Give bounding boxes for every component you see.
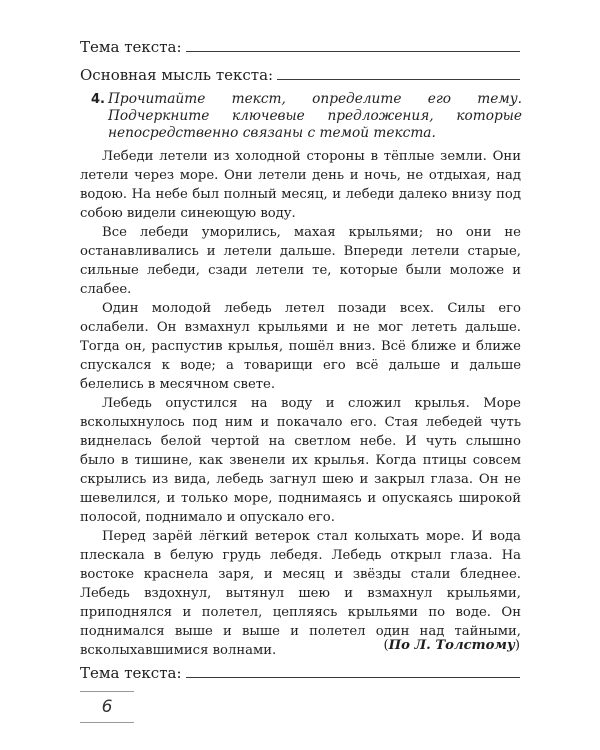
story-paragraph: Лебедь опустился на воду и сложил крылья. Море всколыхнулось под ним и покачало его. Стая лебедей чуть виднелась белой чертой на светлом небе. И чуть слышно было в тишине, как звенели их крылья. Когда птицы совсем скрылись из вида, лебедь загнул шею и закрыл глаза. Он не шевелился, и только море, поднимаясь и опускаясь широкой полосой, поднимало и опускало его.: [80, 396, 521, 525]
topic-field-bottom[interactable]: [80, 662, 520, 682]
task-text: Прочитайте текст, определите его тему. Подчеркните ключевые предложения, которые непосредственно связаны с темой текста.: [108, 91, 522, 141]
story-paragraph: Один молодой лебедь летел позади всех. Силы его ослабели. Он взмахнул крыльями и не мог лететь дальше. Тогда он, распустив крылья, пошёл вниз. Всё ближе и ближе спускался к воде; а товарищи его всё дальше и дальше белелись в месячном свете.: [80, 301, 521, 392]
attribution-author: По Л. Толстому: [388, 638, 515, 653]
main-idea-answer-line[interactable]: [277, 79, 520, 80]
topic-answer-line-bottom[interactable]: [186, 677, 520, 678]
attribution-close-paren: ): [514, 638, 520, 653]
topic-label: Тема текста:: [80, 38, 182, 56]
main-idea-label: Основная мысль текста:: [80, 66, 274, 84]
page-number: 6: [80, 691, 134, 723]
story-attribution: [384, 636, 520, 655]
main-idea-field[interactable]: [80, 64, 520, 84]
story-paragraph: Лебеди летели из холодной стороны в тёплые земли. Они летели через море. Они летели день и ночь, не отдыхая, над водою. На небе был полный месяц, и лебеди далеко внизу под собою видели синеющую воду.: [80, 149, 521, 221]
task-number: 4.: [91, 92, 105, 107]
story-paragraph: Перед зарёй лёгкий ветерок стал колыхать море. И вода плескала в белую грудь лебедя. Лебедь открыл глаза. На востоке краснела заря, и месяц и звёзды стали бледнее. Лебедь вздохнул, вытянул шею и взмахнул крыльями, приподнялся и полетел, цепляясь крыльями по воде. Он поднимался выше и выше и полетел один над тайными, всколыхавшимися волнами.: [80, 529, 521, 658]
story-paragraph: Все лебеди уморились, махая крыльями; но они не останавливались и летели дальше. Впереди летели старые, сильные лебеди, сзади летели те, которые были моложе и слабее.: [80, 225, 521, 297]
story-text: [80, 147, 521, 660]
attribution-open-paren: (: [383, 638, 389, 653]
task-instruction: [80, 91, 522, 142]
topic-field[interactable]: [80, 36, 520, 56]
topic-answer-line[interactable]: [186, 51, 520, 52]
topic-label-bottom: Тема текста:: [80, 664, 182, 682]
